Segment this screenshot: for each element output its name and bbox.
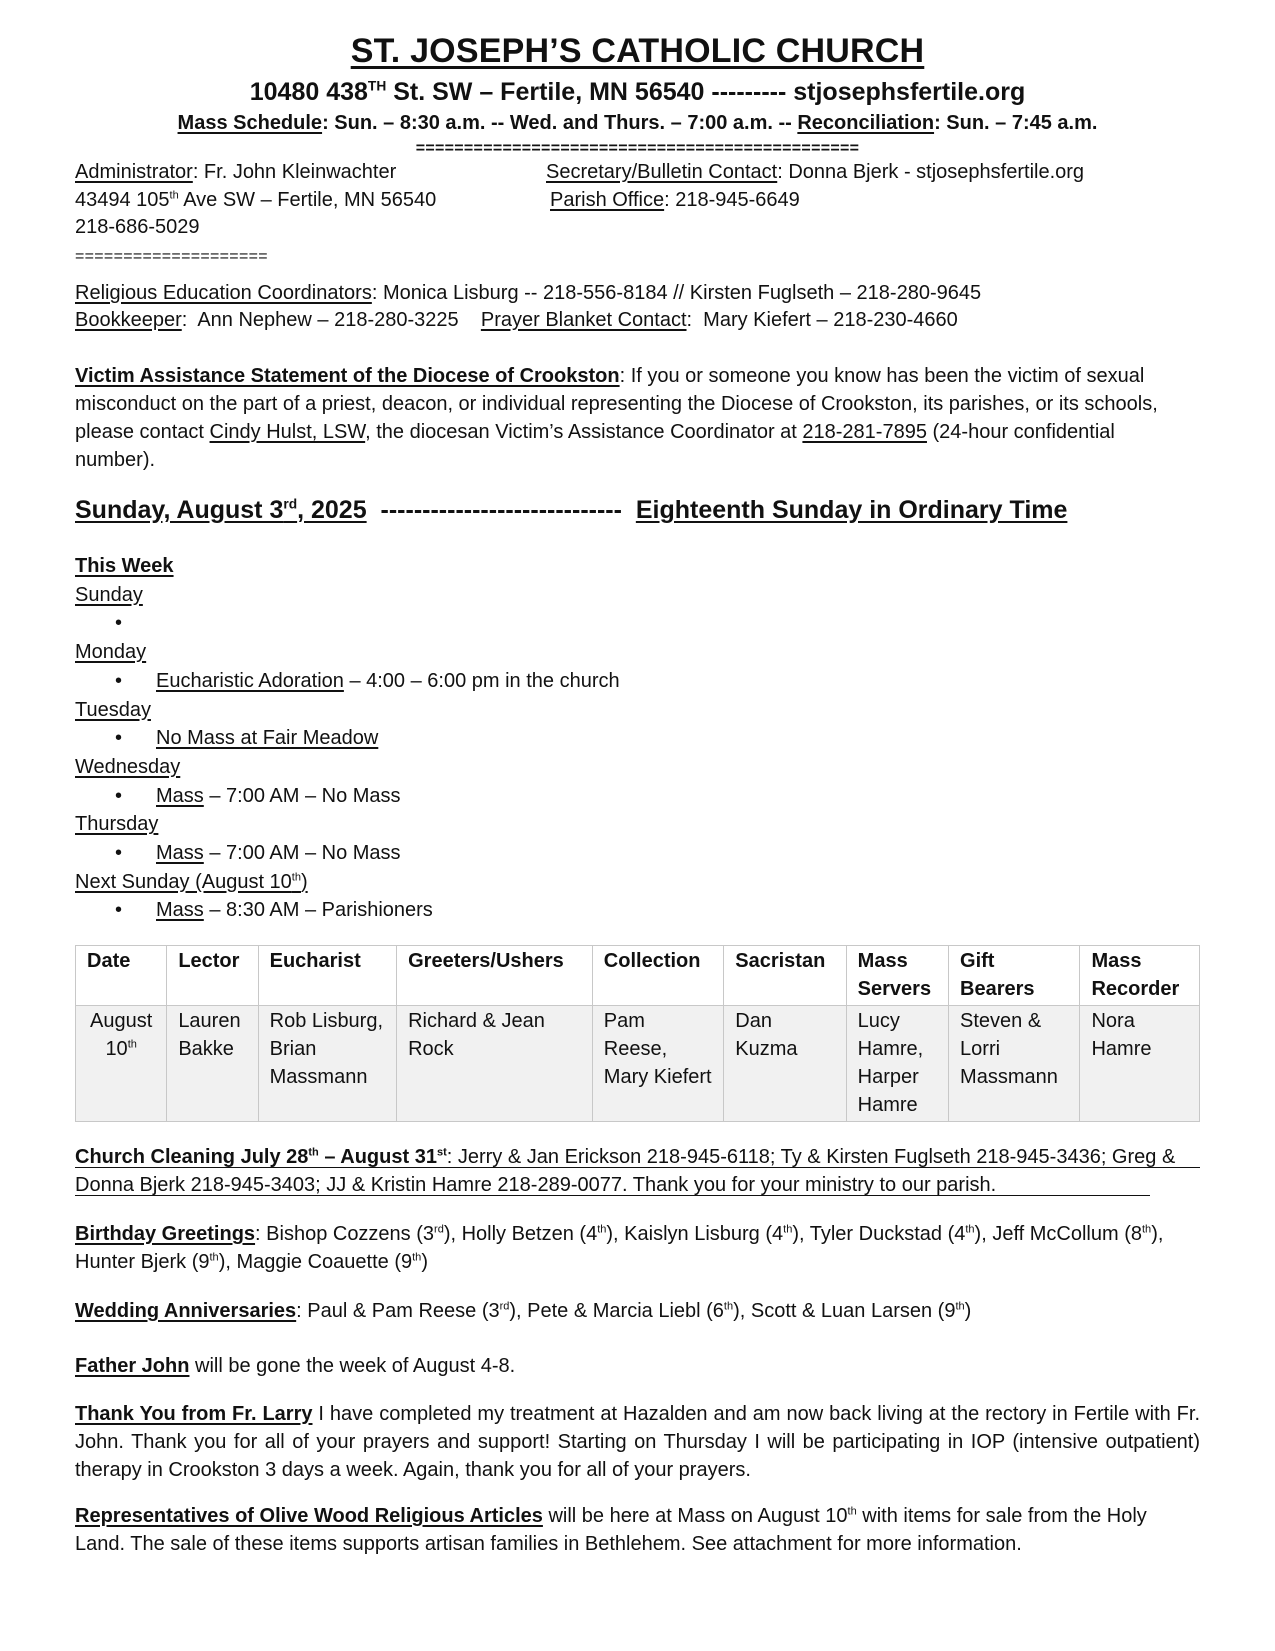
- birthday-greetings: Birthday Greetings: Bishop Cozzens (3rd), Holly Betzen (4th), Kaislyn Lisburg (4th), Tyler Duckstad (4th), Jeff McCollum (8th), Hunter Bjerk (9th), Maggie Coauette (9th): [75, 1223, 1164, 1273]
- day-tuesday: Tuesday: [75, 698, 151, 721]
- day-thursday: Thursday: [75, 813, 159, 836]
- cell-lector: Lauren Bakke: [167, 1006, 258, 1122]
- table-header: Greeters/Ushers: [397, 946, 593, 1006]
- list-item: • No Mass at Fair Meadow: [75, 724, 620, 753]
- feast-name: Eighteenth Sunday in Ordinary Time: [635, 496, 1068, 524]
- church-cleaning: Church Cleaning July 28th – August 31st: Jerry & Jan Erickson 218-945-6118; Ty & Kirsten Fuglseth 218-945-3436; Greg & Donna Bjerk 218-945-3403; JJ & Kristin Hamre 218-289-0077. Thank you for your ministry to our parish.: [75, 1146, 1176, 1196]
- bookkeeper-prayer: Bookkeeper: Ann Nephew – 218-280-3225 Prayer Blanket Contact: Mary Kiefert – 218-230-4660: [75, 309, 958, 331]
- list-item: • Eucharistic Adoration – 4:00 – 6:00 pm in the church: [75, 667, 620, 696]
- contacts-divider: ====================: [75, 248, 268, 265]
- victim-assistance: Victim Assistance Statement of the Diocese of Crookston: If you or someone you know has been the victim of sexual misconduct on the part of a priest, deacon, or individual representing the Diocese of Crookston, its parishes, or its schools, please contact Cindy Hulst, LSW, the diocesan Victim’s Assistance Coordinator at 218-281-7895 (24-hour confidential number).: [75, 365, 1158, 471]
- table-header: Collection: [592, 946, 723, 1006]
- religious-education: Religious Education Coordinators: Monica Lisburg -- 218-556-8184 // Kirsten Fuglseth – 218-280-9645: [75, 282, 982, 304]
- administrator-phone: 218-686-5029: [75, 216, 200, 238]
- church-address: 10480 438TH St. SW – Fertile, MN 56540 --------- stjosephsfertile.org: [249, 78, 1026, 106]
- father-john-note: Father John will be gone the week of August 4-8.: [75, 1355, 516, 1377]
- church-title: ST. JOSEPH’S CATHOLIC CHURCH: [350, 32, 925, 70]
- table-row: [76, 1006, 1200, 1122]
- victim-assistance-label: Victim Assistance Statement of the Diocese of Crookston: [75, 365, 620, 387]
- table-header: Lector: [167, 946, 258, 1006]
- reconciliation-label: Reconciliation: [797, 112, 935, 134]
- cell-greeters: Richard & Jean Rock: [397, 1006, 593, 1122]
- mass-schedule-label: Mass Schedule: [177, 112, 323, 134]
- day-next-sunday: Next Sunday (August 10th): [75, 870, 308, 893]
- day-monday: Monday: [75, 641, 147, 664]
- table-header: Mass Recorder: [1080, 946, 1200, 1006]
- day-sunday: Sunday: [75, 583, 143, 606]
- this-week: [75, 552, 620, 925]
- cell-collection: Pam Reese, Mary Kiefert: [592, 1006, 723, 1122]
- list-item: • Mass – 8:30 AM – Parishioners: [75, 896, 620, 925]
- cell-servers: Lucy Hamre, Harper Hamre: [846, 1006, 948, 1122]
- table-header: Gift Bearers: [949, 946, 1080, 1006]
- wedding-anniversaries: Wedding Anniversaries: Paul & Pam Reese (3rd), Pete & Marcia Liebl (6th), Scott & Luan Larsen (9th): [75, 1300, 972, 1322]
- list-item: • Mass – 7:00 AM – No Mass: [75, 782, 620, 811]
- olive-wood-note: Representatives of Olive Wood Religious Articles will be here at Mass on August 10th with items for sale from the Holy Land. The sale of these items supports artisan families in Bethlehem. See attachment for more information.: [75, 1505, 1147, 1555]
- secretary-contact: Secretary/Bulletin Contact: Donna Bjerk - stjosephsfertile.org: [546, 161, 1085, 183]
- victim-coordinator-link[interactable]: Cindy Hulst, LSW: [209, 421, 366, 443]
- parish-office: Parish Office: 218-945-6649: [550, 189, 800, 211]
- list-item: • Mass – 7:00 AM – No Mass: [75, 839, 620, 868]
- cell-eucharist: Rob Lisburg, Brian Massmann: [258, 1006, 396, 1122]
- cell-gift-bearers: Steven & Lorri Massmann: [949, 1006, 1080, 1122]
- header-divider: ==============================================: [415, 140, 860, 157]
- this-week-heading: This Week: [75, 555, 174, 577]
- victim-phone-link[interactable]: 218-281-7895: [802, 421, 927, 443]
- table-header: Eucharist: [258, 946, 396, 1006]
- table-header: Sacristan: [724, 946, 846, 1006]
- sunday-heading: Sunday, August 3rd, 2025 ----------------------------- Eighteenth Sunday in Ordinary Time: [75, 496, 1068, 524]
- thank-you-fr-larry: Thank You from Fr. Larry I have completed my treatment at Hazalden and am now back living at the rectory in Fertile with Fr. John. Thank you for all of your prayers and support! Starting on Thursday I will be participating in IOP (intensive outpatient) therapy in Crookston 3 days a week. Again, thank you for all of your prayers.: [75, 1403, 1200, 1481]
- cell-sacristan: Dan Kuzma: [724, 1006, 846, 1122]
- cell-date: August 10th: [76, 1006, 167, 1122]
- list-item: [75, 609, 620, 638]
- administrator: Administrator: Fr. John Kleinwachter: [75, 161, 397, 183]
- ministry-schedule-table: [75, 945, 1200, 1122]
- cell-recorder: Nora Hamre: [1080, 1006, 1200, 1122]
- day-wednesday: Wednesday: [75, 755, 181, 778]
- table-header: Mass Servers: [846, 946, 948, 1006]
- administrator-address: 43494 105th Ave SW – Fertile, MN 56540: [75, 189, 437, 211]
- mass-schedule: Mass Schedule: Sun. – 8:30 a.m. -- Wed. and Thurs. – 7:00 a.m. -- Reconciliation: Sun. – 7:45 a.m.: [177, 112, 1098, 134]
- table-header: Date: [76, 946, 167, 1006]
- table-header-row: [76, 946, 1200, 1006]
